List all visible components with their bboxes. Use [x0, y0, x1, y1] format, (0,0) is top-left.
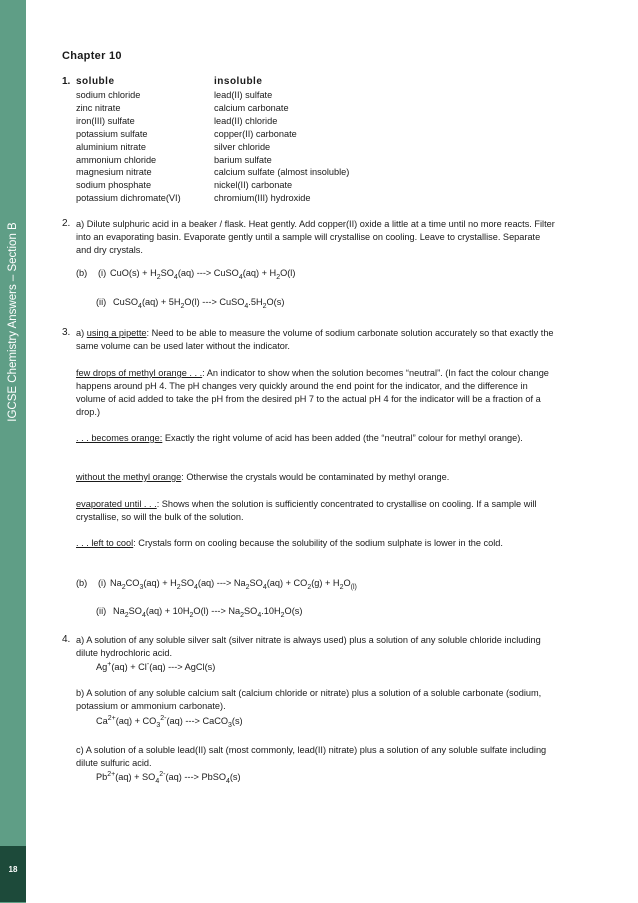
- q4-number: 4.: [62, 634, 71, 645]
- insoluble-header: insoluble: [214, 76, 263, 87]
- soluble-header: soluble: [76, 76, 115, 87]
- q3-equation-ii: $Na_2SO_4(aq) + 10H_2O(l)$ ---> $Na_2SO_4.10H_2O(s)$: [113, 606, 303, 619]
- soluble-list: [76, 89, 181, 205]
- side-title-text: IGCSE Chemistry Answers – Section B: [7, 222, 19, 422]
- list-item: chromium(III) hydroxide: [214, 193, 311, 204]
- q2-b-ii-label: (ii): [96, 297, 107, 307]
- q3-without-indicator-text: without the methyl orange: Otherwise the crystals would be contaminated by methyl orange.: [76, 472, 450, 482]
- insoluble-list: [214, 89, 349, 205]
- q3-becomes-orange-text: . . . becomes orange: Exactly the right volume of acid has been added (the “neutral” colour for methyl orange).: [76, 433, 523, 443]
- list-item: ammonium chloride: [76, 154, 157, 165]
- list-item: lead(II) sulfate: [214, 90, 273, 100]
- list-item: calcium sulfate (almost insoluble): [214, 167, 350, 178]
- q3-b-i-label: (i): [98, 578, 107, 588]
- q3-left-to-cool-text: . . . left to cool: Crystals form on cooling because the solubility of the sodium sulphate is lower in the cold.: [76, 538, 503, 548]
- q4-a-equation: Ag+(aq) + Cl-(aq) ---> AgCl(s): [96, 660, 216, 672]
- list-item: aluminium nitrate: [76, 141, 146, 152]
- list-item: barium sulfate: [214, 154, 272, 165]
- q1-number: 1.: [62, 76, 71, 87]
- list-item: zinc nitrate: [76, 102, 121, 113]
- page-number-box: [0, 846, 26, 902]
- q3-methyl-orange-text: few drops of methyl orange . . .: An indicator to show when the solution becomes “neutral”. (In fact the colour change happens around pH 4. The pH changes very quickly around the end point for the indicator, and the difference in volume of acid added to take the pH from the desired pH 7 to the actual pH 4 for the indicator will be a fraction of a drop.): [76, 368, 549, 417]
- q2-b-i-label: (i): [98, 268, 107, 278]
- q4-c-equation: $Pb^{2+}(aq) + SO_4^{2-}(aq)$ ---> PbSO$_4$(s): [96, 770, 241, 785]
- list-item: copper(II) carbonate: [214, 128, 297, 139]
- list-item: potassium dichromate(VI): [76, 193, 181, 204]
- list-item: calcium carbonate: [214, 102, 289, 113]
- chapter-title: Chapter 10: [62, 50, 122, 62]
- q4-c-text: c) A solution of a soluble lead(II) salt (most commonly, lead(II) nitrate) plus a solution of any soluble sulfate including dilute sulfuric acid.: [76, 745, 547, 768]
- q3-b-ii-label: (ii): [96, 606, 107, 616]
- q2-number: 2.: [62, 218, 71, 229]
- list-item: nickel(II) carbonate: [214, 180, 293, 191]
- list-item: potassium sulfate: [76, 128, 148, 139]
- q2-equation-i: $CuO(s) + H_2SO_4(aq)$ ---> CuSO$_4$(aq) + $H_2O(l)$: [110, 268, 296, 281]
- q3-equation-i: $Na_2CO_3(aq) + H_2SO_4(aq)$ ---> $Na_2SO_4(aq) + CO_2(g) + H_2O_{(l)}$: [110, 578, 357, 591]
- list-item: lead(II) chloride: [214, 115, 278, 126]
- q2-b-label: (b): [76, 268, 88, 278]
- q4-a-text: a) A solution of any soluble silver salt (silver nitrate is always used) plus a solution of any soluble chloride including dilute hydrochloric acid.: [76, 635, 541, 658]
- list-item: sodium phosphate: [76, 180, 152, 191]
- q3-evaporated-text: evaporated until . . .: Shows when the solution is sufficiently concentrated to crystallise on cooling. If a sample will crystallise, so will the bulk of the solution.: [76, 499, 537, 522]
- list-item: sodium chloride: [76, 90, 141, 100]
- q4-b-equation: $Ca^{2+}(aq) + CO_3^{2-}(aq)$ ---> CaCO$_3$(s): [96, 714, 243, 729]
- list-item: iron(III) sulfate: [76, 115, 135, 126]
- side-title: [0, 0, 26, 903]
- list-item: magnesium nitrate: [76, 167, 152, 178]
- list-item: silver chloride: [214, 141, 271, 152]
- q3-a-text: a) using a pipette: Need to be able to measure the volume of sodium carbonate solution accurately so that exactly the same volume can be used later without the indicator.: [76, 328, 554, 351]
- q2-equation-ii: CuSO$_4$(aq) + $5H_2O(l)$ ---> $CuSO_4.5H_2O(s)$: [113, 297, 285, 310]
- q2-a-text: a) Dilute sulphuric acid in a beaker / flask. Heat gently. Add copper(II) oxide a little at a time until no more reacts. Filter into an evaporating basin. Evaporate gently until a sample will crystallise on cooling. Leave to crystallise. Separate and dry crystals.: [76, 219, 555, 255]
- q4-b-text: b) A solution of any soluble calcium salt (calcium chloride or nitrate) plus a solution of a soluble carbonate (sodium, potassium or ammonium carbonate).: [76, 688, 542, 711]
- q3-b-label: (b): [76, 578, 88, 588]
- page-number: 18: [8, 865, 18, 874]
- q3-number: 3.: [62, 327, 71, 338]
